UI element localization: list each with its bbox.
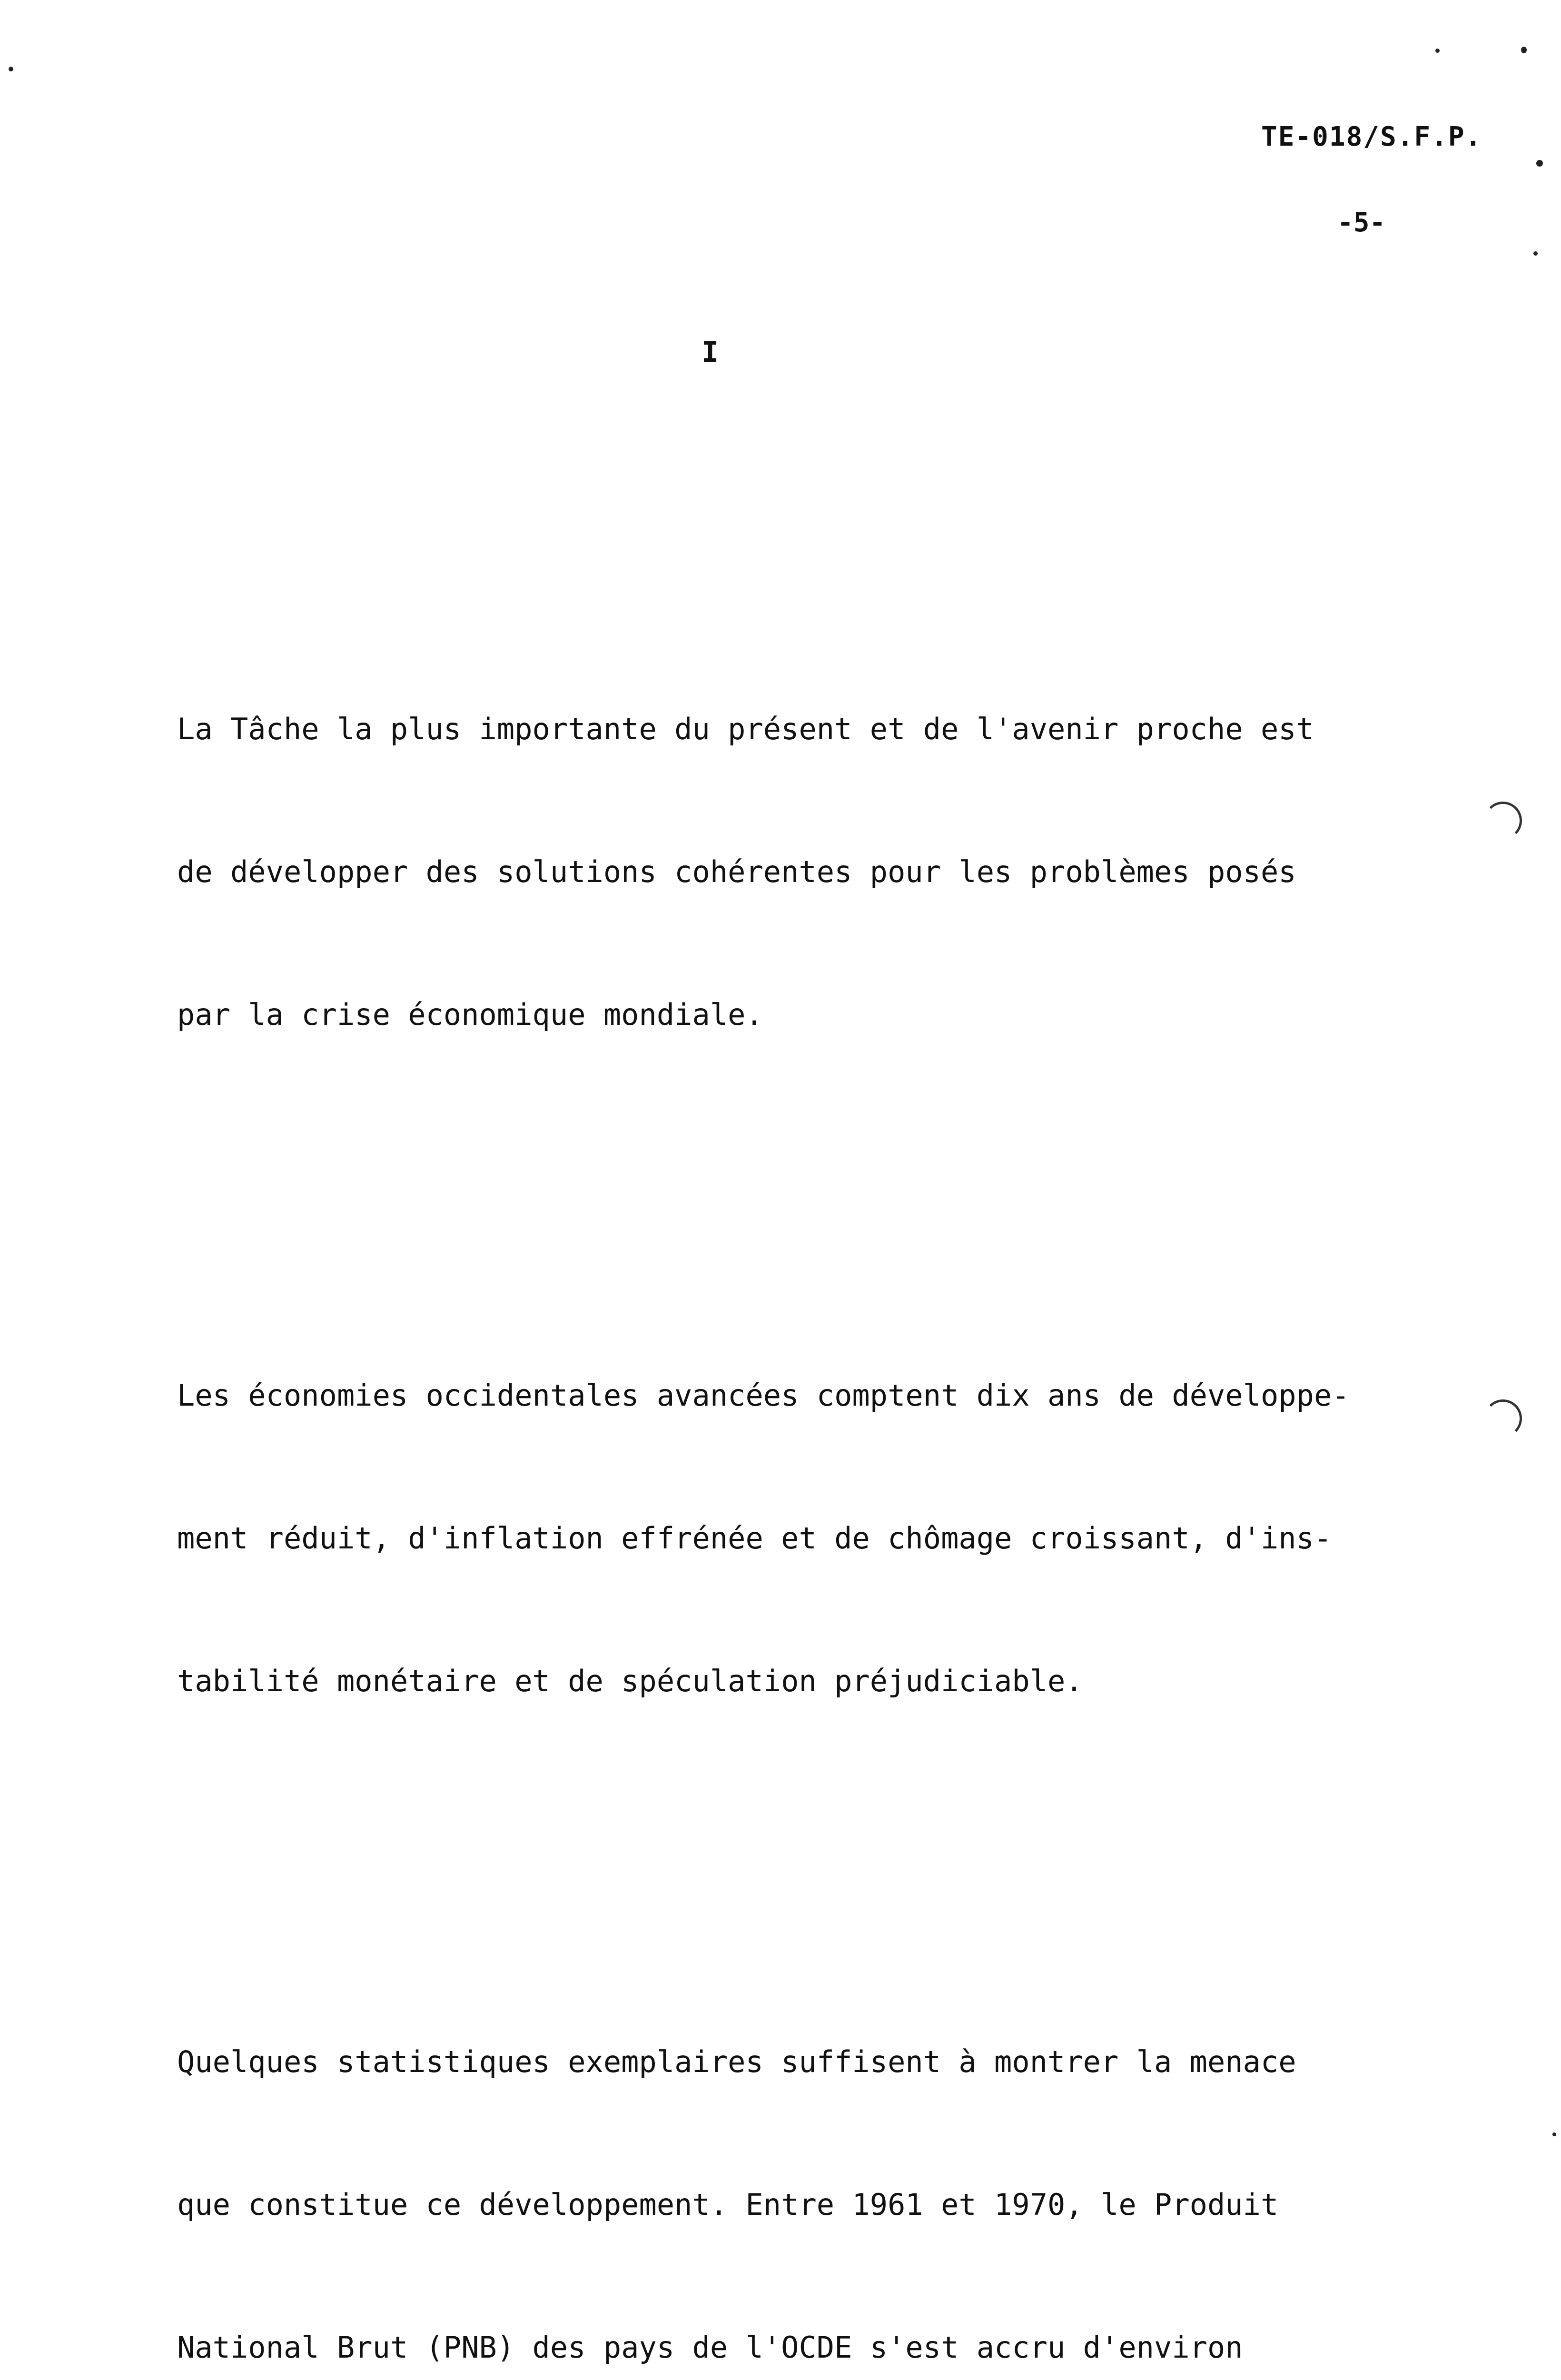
scan-speck [9,67,13,71]
scan-speck [1521,47,1527,53]
scan-speck [1533,251,1538,256]
text-line: ment réduit, d'inflation effrénée et de chômage croissant, d'ins- [177,1521,1332,1556]
text-line: tabilité monétaire et de spéculation préjudiciable. [177,1664,1083,1698]
scan-speck [1552,2132,1556,2136]
text-line: National Brut (PNB) des pays de l'OCDE s'est accru d'environ [177,2330,1243,2365]
binder-hole-arc [1484,1399,1522,1438]
document-reference: TE-018/S.F.P. [1261,121,1482,152]
paragraph-3 [177,1943,1472,2380]
text-line: de développer des solutions cohérentes pour les problèmes posés [177,854,1296,889]
text-line: que constitue ce développement. Entre 1961 et 1970, le Produit [177,2187,1279,2222]
paragraph-2 [177,1277,1472,1800]
text-line: Quelques statistiques exemplaires suffisent à montrer la menace [177,2044,1296,2079]
paragraph-1 [177,610,1472,1134]
binder-hole-arc [1484,802,1522,840]
text-line: par la crise économique mondiale. [177,997,763,1032]
scan-speck [1435,49,1440,53]
text-line: La Tâche la plus importante du présent et de l'avenir proche est [177,712,1314,746]
section-numeral: I [701,336,719,369]
text-line: Les économies occidentales avancées comptent dix ans de développe- [177,1378,1350,1413]
scan-speck [1536,160,1543,167]
body-text [177,515,1472,2380]
page-number: -5- [1337,207,1386,238]
